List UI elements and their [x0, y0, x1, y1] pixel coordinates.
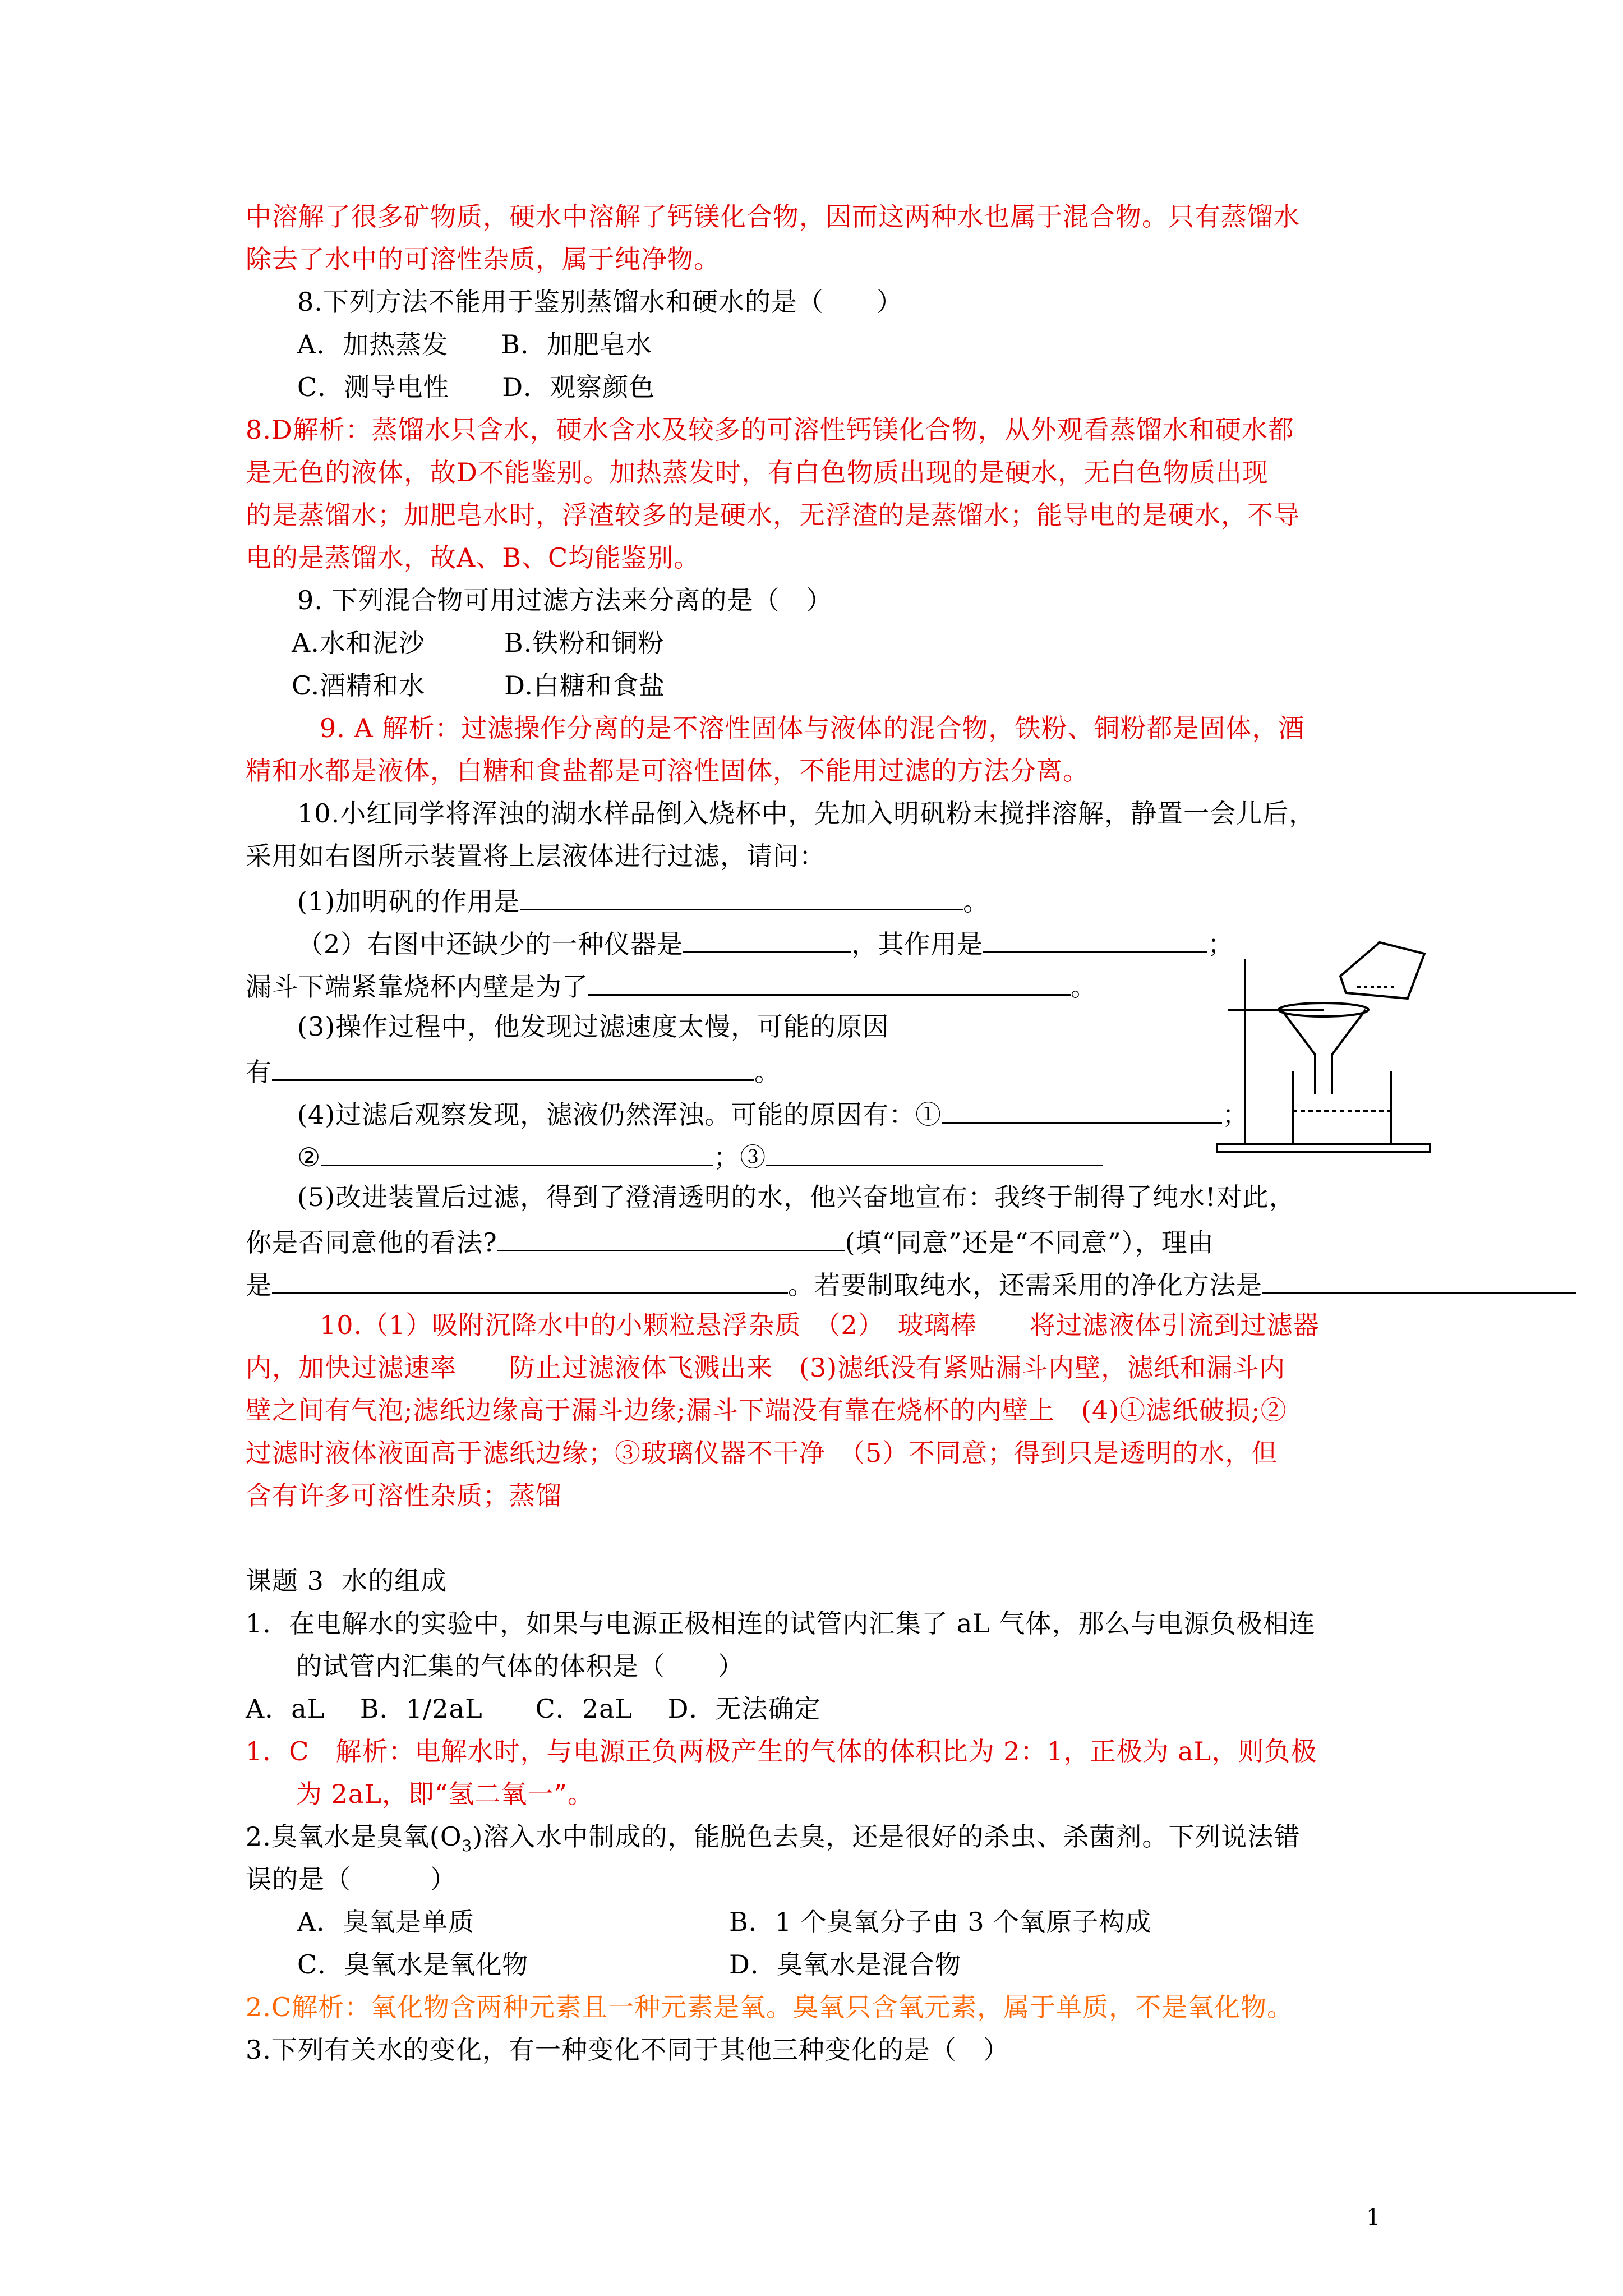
- topic3-question-2-option-c: C．臭氧水是氧化物: [297, 1949, 529, 1980]
- question-10-part-5: (5)改进装置后过滤，得到了澄清透明的水，他兴奋地宣布：我终于制得了纯水!对此，: [297, 1182, 1295, 1212]
- marker-2: ②: [297, 1142, 321, 1172]
- part-2-text: 漏斗下端紧靠烧杯内壁是为了: [246, 972, 588, 1002]
- page-number: 1: [1366, 2205, 1381, 2230]
- answer-9-line: 精和水都是液体，白糖和食盐都是可溶性固体，不能用过滤的方法分离。: [246, 756, 1089, 786]
- answer-blank: [983, 924, 1207, 953]
- question-9-options-ab: A.水和泥沙 B.铁粉和铜粉: [292, 628, 665, 658]
- section-heading: 课题 3 水的组成: [246, 1566, 448, 1596]
- part-5-text: 你是否同意他的看法?: [246, 1227, 497, 1258]
- part-2-text: ，其作用是: [851, 929, 984, 959]
- question-10-line: 采用如右图所示装置将上层液体进行过滤，请问：: [246, 841, 826, 871]
- period: 。: [754, 1057, 781, 1087]
- question-10-part-1: [297, 882, 989, 918]
- question-10-part-2-cont: [246, 967, 1097, 1004]
- answer-blank: [497, 1223, 845, 1251]
- answer-blank: [520, 882, 963, 910]
- answer-8-line: 的是蒸馏水；加肥皂水时，浮渣较多的是硬水，无浮渣的是蒸馏水；能导电的是硬水，不导: [246, 500, 1300, 530]
- answer-blank: [766, 1138, 1103, 1166]
- answer-8-line: 8.D解析：蒸馏水只含水，硬水含水及较多的可溶性钙镁化合物，从外观看蒸馏水和硬水都: [246, 415, 1294, 445]
- part-5-text: 是: [246, 1270, 272, 1300]
- question-8: 8.下列方法不能用于鉴别蒸馏水和硬水的是（ ）: [297, 287, 903, 317]
- question-10-part-3-cont: [246, 1052, 781, 1089]
- subscript: 3: [462, 1837, 473, 1856]
- answer-8-line: 电的是蒸馏水，故A、B、C均能鉴别。: [246, 542, 700, 573]
- answer-10-line: 含有许多可溶性杂质；蒸馏: [246, 1480, 562, 1511]
- answer-blank: [683, 924, 851, 953]
- topic3-question-2-option-b: B．1 个臭氧分子由 3 个氧原子构成: [729, 1907, 1152, 1937]
- part-3-text: 有: [246, 1057, 272, 1087]
- question-10-part-3: (3)操作过程中，他发现过滤速度太慢，可能的原因: [297, 1011, 889, 1042]
- topic3-question-2: 误的是（ ）: [246, 1864, 457, 1894]
- answer-blank: [942, 1095, 1222, 1124]
- topic3-question-2: [246, 1820, 1300, 1863]
- answer-blank: [272, 1266, 788, 1294]
- part-4-text: (4)过滤后观察发现，滤液仍然浑浊。可能的原因有：①: [297, 1099, 942, 1130]
- topic3-question-2-option-a: A．臭氧是单质: [297, 1907, 475, 1937]
- filtration-apparatus-figure: [1211, 926, 1436, 1161]
- answer-blank: [588, 967, 1071, 996]
- question-10-part-4-cont: [297, 1138, 1103, 1174]
- answer-10-line: 内，加快过滤速率 防止过滤液体飞溅出来 (3)滤纸没有紧贴漏斗内壁，滤纸和漏斗内: [246, 1352, 1286, 1383]
- topic3-question-1: 1．在电解水的实验中，如果与电源正极相连的试管内汇集了 aL 气体，那么与电源负极相连: [246, 1608, 1316, 1639]
- question-10-part-2: [297, 924, 1234, 961]
- part-1-text: (1)加明矾的作用是: [297, 886, 520, 917]
- semicolon: ；: [1222, 1099, 1249, 1130]
- answer-9-line: 9. A 解析：过滤操作分离的是不溶性固体与液体的混合物，铁粉、铜粉都是固体，酒: [320, 713, 1305, 743]
- answer-8-line: 是无色的液体，故D不能鉴别。加热蒸发时，有白色物质出现的是硬水，无白色物质出现: [246, 457, 1269, 487]
- q2-text: 2.臭氧水是臭氧(O: [246, 1821, 462, 1852]
- marker-3: ；③: [713, 1142, 767, 1172]
- topic3-question-2-option-d: D．臭氧水是混合物: [729, 1949, 961, 1980]
- topic3-question-1: 的试管内汇集的气体的体积是（ ）: [296, 1651, 744, 1681]
- semicolon: ；: [1207, 929, 1234, 959]
- text-line: 除去了水中的可溶性杂质，属于纯净物。: [246, 244, 720, 274]
- answer-10-line: 壁之间有气泡;滤纸边缘高于漏斗边缘;漏斗下端没有靠在烧杯的内壁上 (4)①滤纸破损;②: [246, 1395, 1287, 1425]
- answer-10-line: 10.（1）吸附沉降水中的小颗粒悬浮杂质 （2） 玻璃棒 将过滤液体引流到过滤器: [320, 1310, 1320, 1340]
- answer-blank: [321, 1138, 713, 1166]
- part-2-text: （2）右图中还缺少的一种仪器是: [297, 929, 684, 959]
- answer-blank: [1262, 1266, 1576, 1294]
- answer-blank: [272, 1052, 754, 1081]
- question-9: 9. 下列混合物可用过滤方法来分离的是（ ）: [297, 585, 833, 615]
- question-9-options-cd: C.酒精和水 D.白糖和食盐: [292, 670, 666, 701]
- question-10-part-5-cont: [246, 1223, 1214, 1259]
- question-10-part-5-cont: [246, 1266, 1576, 1302]
- period: 。: [1071, 972, 1097, 1002]
- question-10-line: 10.小红同学将浑浊的湖水样品倒入烧杯中，先加入明矾粉末搅拌溶解，静置一会儿后，: [297, 798, 1316, 829]
- question-10-part-4: [297, 1095, 1248, 1131]
- topic3-question-3: 3.下列有关水的变化，有一种变化不同于其他三种变化的是（ ）: [246, 2035, 1009, 2065]
- question-8-options-ab: A．加热蒸发 B．加肥皂水: [297, 329, 653, 360]
- part-5-text: (填“同意”还是“不同意”），理由: [845, 1227, 1214, 1258]
- text-line: 中溶解了很多矿物质，硬水中溶解了钙镁化合物，因而这两种水也属于混合物。只有蒸馏水: [246, 201, 1300, 232]
- part-5-text: 。若要制取纯水，还需采用的净化方法是: [788, 1270, 1262, 1300]
- period: 。: [963, 886, 990, 917]
- topic3-answer-1: 1．C 解析：电解水时，与电源正负两极产生的气体的体积比为 2：1，正极为 aL，则负极: [246, 1736, 1317, 1766]
- topic3-question-1-options: A．aL B．1/2aL C．2aL D．无法确定: [246, 1694, 821, 1724]
- topic3-answer-2: 2.C解析：氧化物含两种元素且一种元素是氧。臭氧只含氧元素，属于单质，不是氧化物。: [246, 1992, 1294, 2022]
- answer-10-line: 过滤时液体液面高于滤纸边缘；③玻璃仪器不干净 （5）不同意；得到只是透明的水，但: [246, 1438, 1278, 1468]
- topic3-answer-1: 为 2aL，即“氢二氧一”。: [296, 1779, 594, 1809]
- q2-text: )溶入水中制成的，能脱色去臭，还是很好的杀虫、杀菌剂。下列说法错: [472, 1821, 1301, 1852]
- question-8-options-cd: C．测导电性 D．观察颜色: [297, 372, 656, 402]
